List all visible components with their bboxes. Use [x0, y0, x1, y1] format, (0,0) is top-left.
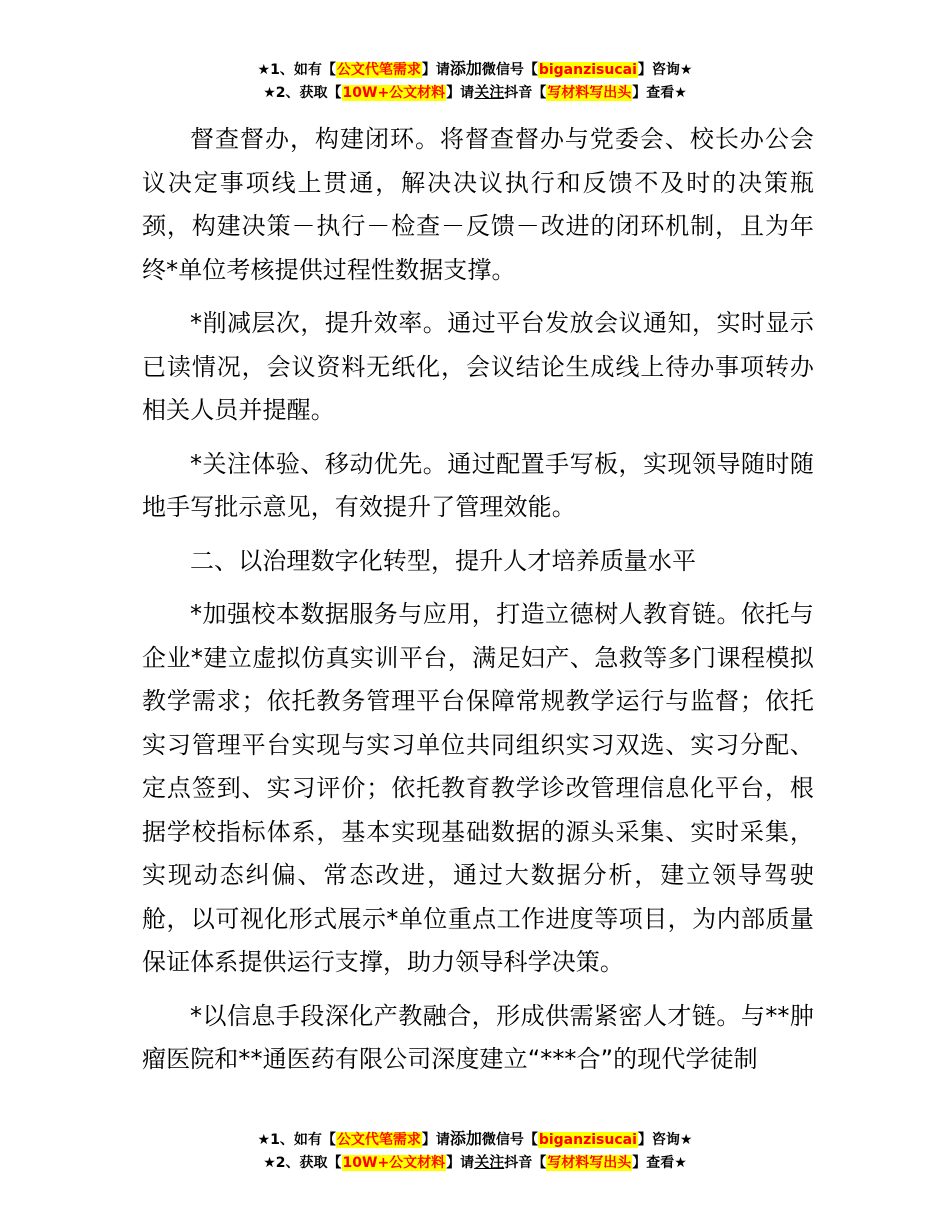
header-line-2-suffix: 】查看★	[632, 85, 687, 101]
footer-line-2	[0, 1151, 950, 1174]
footer-line-1	[0, 1128, 950, 1151]
materials-highlight: 10W+公文材料	[342, 1155, 446, 1171]
douyin-account-highlight: 写材料写出头	[547, 1155, 632, 1171]
header-banner	[0, 58, 950, 104]
footer-line-2-prefix: ★2、获取【	[263, 1155, 342, 1171]
document-body	[142, 118, 814, 1092]
paragraph-talent-chain: *以信息手段深化产教融合，形成供需紧密人才链。与**肿瘤医院和**通医药有限公司深度建立“***合”的现代学徒制	[142, 1001, 814, 1073]
header-line-1-text: 】请	[421, 62, 450, 78]
section-heading-two: 二、以治理数字化转型，提升人才培养质量水平	[190, 546, 697, 575]
footer-line-2-text-2: 抖音【	[504, 1155, 547, 1171]
footer-line-1-text: 】请	[421, 1132, 450, 1148]
header-line-2-prefix: ★2、获取【	[263, 85, 342, 101]
wechat-id-highlight: biganzisucai	[538, 1132, 637, 1148]
header-line-1-text-2: 微信号【	[481, 62, 538, 78]
header-line-1-prefix: ★1、如有【	[257, 62, 336, 78]
header-line-2	[0, 81, 950, 104]
footer-add-emphasis: 添加	[449, 1129, 482, 1148]
header-add-emphasis: 添加	[449, 59, 482, 78]
paragraph-mobile-first: *关注体验、移动优先。通过配置手写板，实现领导随时随地手写批示意见，有效提升了管理效能。	[142, 449, 814, 521]
paragraph-education-chain: *加强校本数据服务与应用，打造立德树人教育链。依托与企业*建立虚拟仿真实训平台，满足妇产、急救等多门课程模拟教学需求；依托教务管理平台保障常规教学运行与监督；依托实习管理平台实现与实习单位共同组织实习双选、实习分配、定点签到、实习评价；依托教育教学诊改管理信息化平台，根据学校指标体系，基本实现基础数据的源头采集、实时采集，实现动态纠偏、常态改进，通过大数据分析，建立领导驾驶舱，以可视化形式展示*单位重点工作进度等项目，为内部质量保证体系提供运行支撑，助力领导科学决策。	[142, 600, 814, 976]
footer-line-1-prefix: ★1、如有【	[257, 1132, 336, 1148]
paragraph-reduce-levels: *削减层次，提升效率。通过平台发放会议通知，实时显示已读情况，会议资料无纸化，会议结论生成线上待办事项转办相关人员并提醒。	[142, 309, 814, 424]
douyin-account-highlight: 写材料写出头	[547, 85, 632, 101]
materials-highlight: 10W+公文材料	[342, 85, 446, 101]
paragraph-supervision: 督查督办，构建闭环。将督查督办与党委会、校长办公会议决定事项线上贯通，解决决议执行和反馈不及时的决策瓶颈，构建决策－执行－检查－反馈－改进的闭环机制，且为年终*单位考核提供过程性数据支撑。	[142, 125, 814, 284]
ghostwriting-highlight: 公文代笔需求	[336, 1132, 421, 1148]
footer-follow-emphasis: 关注	[474, 1153, 505, 1171]
wechat-id-highlight: biganzisucai	[538, 62, 637, 78]
header-line-1-suffix: 】咨询★	[637, 62, 693, 78]
header-follow-emphasis: 关注	[474, 83, 505, 101]
header-line-2-text: 】请	[446, 85, 475, 101]
header-line-1	[0, 58, 950, 81]
footer-line-2-text: 】请	[446, 1155, 475, 1171]
footer-line-2-suffix: 】查看★	[632, 1155, 687, 1171]
footer-banner	[0, 1128, 950, 1174]
footer-line-1-text-2: 微信号【	[481, 1132, 538, 1148]
header-line-2-text-2: 抖音【	[504, 85, 547, 101]
footer-line-1-suffix: 】咨询★	[637, 1132, 693, 1148]
ghostwriting-highlight: 公文代笔需求	[336, 62, 421, 78]
